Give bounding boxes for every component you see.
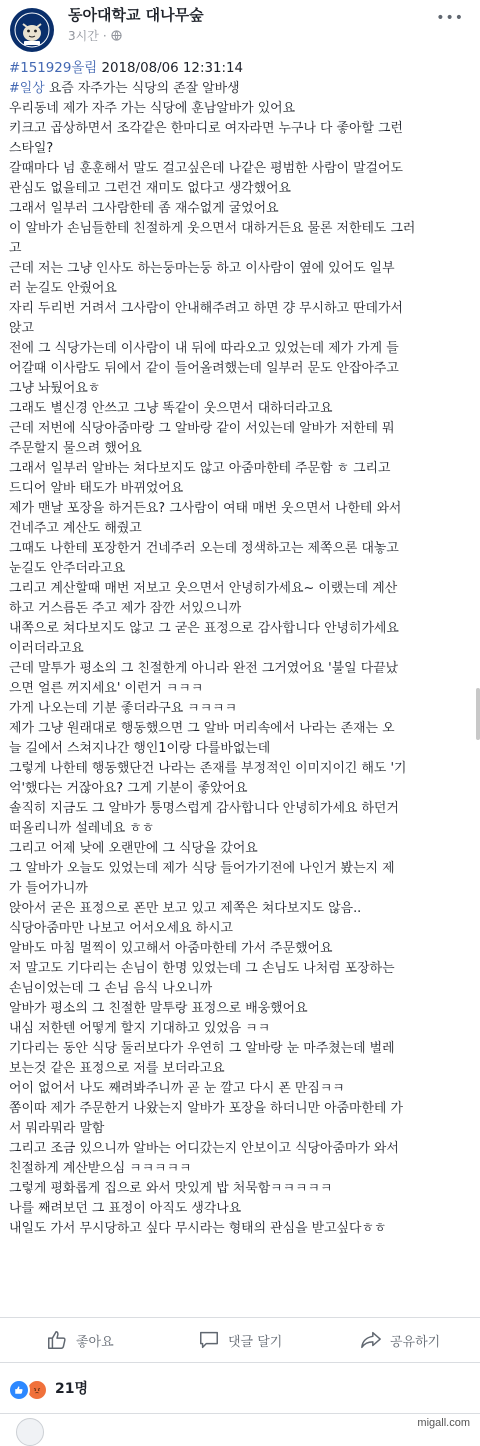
post-body-line: 내심 저한텐 어떻게 할지 기대하고 있었음 ㅋㅋ [9,1021,271,1036]
post-body-line: 근데 저번에 식당아줌마랑 그 알바랑 같이 서있는데 알바가 저한테 뭐 [9,421,395,436]
post-header [0,0,480,58]
post-body-line: 제가 그냥 원래대로 행동했으면 그 알바 머리속에서 나라는 존재는 오 [9,721,395,736]
post-timestamp [68,27,122,44]
share-label: 공유하기 [390,1334,441,1350]
post-body-line: 내쪽으로 쳐다보지도 않고 그 굳은 표정으로 감사합니다 안녕히가세요 [9,621,399,636]
comment-label: 댓글 달기 [228,1334,283,1350]
post-body-line: 내일도 가서 무시당하고 싶다 무시라는 형태의 관심을 받고싶다ㅎㅎ [9,1221,387,1236]
post-body-line: 친절하게 계산받으심 ㅋㅋㅋㅋㅋ [9,1161,192,1176]
post-action-bar [0,1317,480,1362]
post-title: 요즘 자주가는 식당의 존잘 알바생 [44,81,240,96]
post-body-line: 드디어 알바 태도가 바뀌었어요 [9,481,184,496]
post-body-line: 손님이었는데 그 손님 음식 나오니까 [9,981,213,996]
post-body-line: 고 [9,241,22,256]
post-body-line: 억'했다는 거잖아요? 그게 기분이 좋았어요 [9,781,248,796]
post-body-line: 저 말고도 기다리는 손님이 한명 있었는데 그 손님도 나처럼 포장하는 [9,961,395,976]
reactions-summary[interactable] [0,1362,480,1413]
post-body-line: 식당아줌마만 나보고 어서오세요 하시고 [9,921,233,936]
post-content [9,59,475,1239]
more-options-icon[interactable]: ••• [436,10,464,26]
post-body-line: 러 눈길도 안줬어요 [9,281,117,296]
comment-row [0,1413,480,1436]
thumbs-up-icon [46,1329,68,1351]
comment-bubble-icon [198,1329,220,1351]
page-avatar[interactable] [10,8,54,52]
bamboo-forest-logo-icon [10,8,54,52]
post-body-line: 그리고 조금 있으니까 알바는 어디갔는지 안보이고 식당아줌마가 와서 [9,1141,399,1156]
like-label: 좋아요 [76,1334,114,1350]
post-body-line: 이 알바가 손님들한테 친절하게 웃으면서 대하거든요 물론 저한테도 그러 [9,221,416,236]
post-body-line: 그래서 일부러 그사람한테 좀 재수없게 굴었어요 [9,201,279,216]
post-body-line: 그렇게 나한테 행동했단건 나라는 존재를 부정적인 이미지이긴 해도 '기 [9,761,407,776]
post-number-hashtag[interactable]: #151929올림 [9,61,98,76]
page-name[interactable]: 동아대학교 대나무숲 [68,6,204,24]
post-body-line: 기다리는 동안 식당 둘러보다가 우연히 그 알바랑 눈 마주쳤는데 벌레 [9,1041,395,1056]
like-button[interactable] [46,1318,114,1362]
post-body-line: 서 뭐라뭐라 말함 [9,1121,105,1136]
time-separator: · [102,28,107,43]
commenter-avatar [16,1418,44,1446]
post-body-line: 전에 그 식당가는데 이사람이 내 뒤에 따라오고 있었는데 제가 가게 들 [9,341,399,356]
category-hashtag[interactable]: #일상 [9,81,45,96]
post-body-line: 앉고 [9,321,34,336]
post-body-line: 알바가 평소의 그 친절한 말투랑 표정으로 배웅했어요 [9,1001,308,1016]
post-title-line [9,79,475,99]
post-body-line: 보는것 같은 표정으로 저를 보더라고요 [9,1061,225,1076]
post-body-line: 관심도 없을테고 그런건 재미도 없다고 생각했어요 [9,181,291,196]
post-body-line: 나를 째려보던 그 표정이 아직도 생각나요 [9,1201,242,1216]
share-arrow-icon [360,1329,382,1351]
site-watermark: migall.com [417,1417,470,1429]
post-body-line: 솔직히 지금도 그 알바가 퉁명스럽게 감사합니다 안녕히가세요 하던거 [9,801,399,816]
post-body-line: 으면 얼른 꺼지세요' 이런거 ㅋㅋㅋ [9,681,204,696]
post-body-line: 그래도 별신경 안쓰고 그냥 똑같이 웃으면서 대하더라고요 [9,401,333,416]
post-body-line: 건네주고 계산도 해줬고 [9,521,142,536]
post-body-line: 하고 거스름돈 주고 제가 잠깐 서있으니까 [9,601,242,616]
post-meta-line [9,59,475,79]
reaction-count[interactable]: 21명 [55,1381,89,1397]
post-body-line: 그때도 나한테 포장한거 건네주러 오는데 정색하고는 제쪽으론 대놓고 [9,541,399,556]
globe-icon [111,30,122,41]
comment-button[interactable] [198,1318,282,1362]
share-button[interactable] [360,1318,440,1362]
post-body-line: 어갈때 이사람도 뒤에서 같이 들어올려했는데 일부러 문도 안잡아주고 [9,361,399,376]
post-body-line: 그리고 어제 낮에 오랜만에 그 식당을 갔어요 [9,841,258,856]
post-body-line: 근데 말투가 평소의 그 친절한게 아니라 완전 그거였어요 '불일 다끝났 [9,661,399,676]
post-body-line: 자리 두리번 거려서 그사람이 안내해주려고 하면 걍 무시하고 딴데가서 [9,301,403,316]
post-body-line: 그래서 일부러 알바는 쳐다보지도 않고 아줌마한테 주문함 ㅎ 그리고 [9,461,391,476]
post-body-line: 키크고 곱상하면서 조각같은 한마디로 여자라면 누구나 다 좋아할 그런 [9,121,403,136]
post-body-line: 근데 저는 그냥 인사도 하는둥마는둥 하고 이사람이 옆에 있어도 일부 [9,261,395,276]
post-body [9,99,475,1239]
post-body-line: 이러더라고요 [9,641,84,656]
post-body-line: 갈때마다 넘 훈훈해서 말도 걸고싶은데 나같은 평범한 사람이 말걸어도 [9,161,403,176]
post-body-line: 어이 없어서 나도 째려봐주니까 곧 눈 깔고 다시 폰 만짐ㅋㅋ [9,1081,345,1096]
post-body-line: 앉아서 굳은 표정으로 폰만 보고 있고 제쪽은 쳐다보지도 않음.. [9,901,362,916]
post-body-line: 그렇게 평화롭게 집으로 와서 맛있게 밥 처묵함ㅋㅋㅋㅋㅋ [9,1181,333,1196]
post-body-line: 그 알바가 오늘도 있었는데 제가 식당 들어가기전에 나인거 봤는지 제 [9,861,395,876]
post-body-line: 떠올리니까 설레네요 ㅎㅎ [9,821,155,836]
post-body-line: 가 들어가니까 [9,881,88,896]
post-body-line: 눈길도 안주더라고요 [9,561,126,576]
post-datetime: 2018/08/06 12:31:14 [97,61,244,76]
post-body-line: 우리동네 제가 자주 가는 식당에 훈남알바가 있어요 [9,101,296,116]
post-body-line: 주문할지 물으려 했어요 [9,441,142,456]
scrollbar-thumb[interactable] [476,688,480,740]
post-body-line: 알바도 마침 멀찍이 있고해서 아줌마한테 가서 주문했어요 [9,941,333,956]
post-body-line: 그냥 놔뒀어요ㅎ [9,381,101,396]
post-body-line: 그리고 계산할때 매번 저보고 웃으면서 안녕히가세요~ 이랬는데 계산 [9,581,398,596]
post-body-line: 제가 맨날 포장을 하거든요? 그사람이 여태 매번 웃으면서 나한테 와서 [9,501,402,516]
post-body-line: 가게 나오는데 기분 좋더라구요 ㅋㅋㅋㅋ [9,701,238,716]
post-body-line: 스타일? [9,141,54,156]
like-reaction-icon [8,1379,30,1401]
post-body-line: 쫌이따 제가 주문한거 나왔는지 알바가 포장을 하더니만 아줌마한테 가 [9,1101,403,1116]
post-time-text[interactable]: 3시간 [68,29,99,43]
post-body-line: 늘 길에서 스쳐지나간 행인1이랑 다를바없는데 [9,741,271,756]
